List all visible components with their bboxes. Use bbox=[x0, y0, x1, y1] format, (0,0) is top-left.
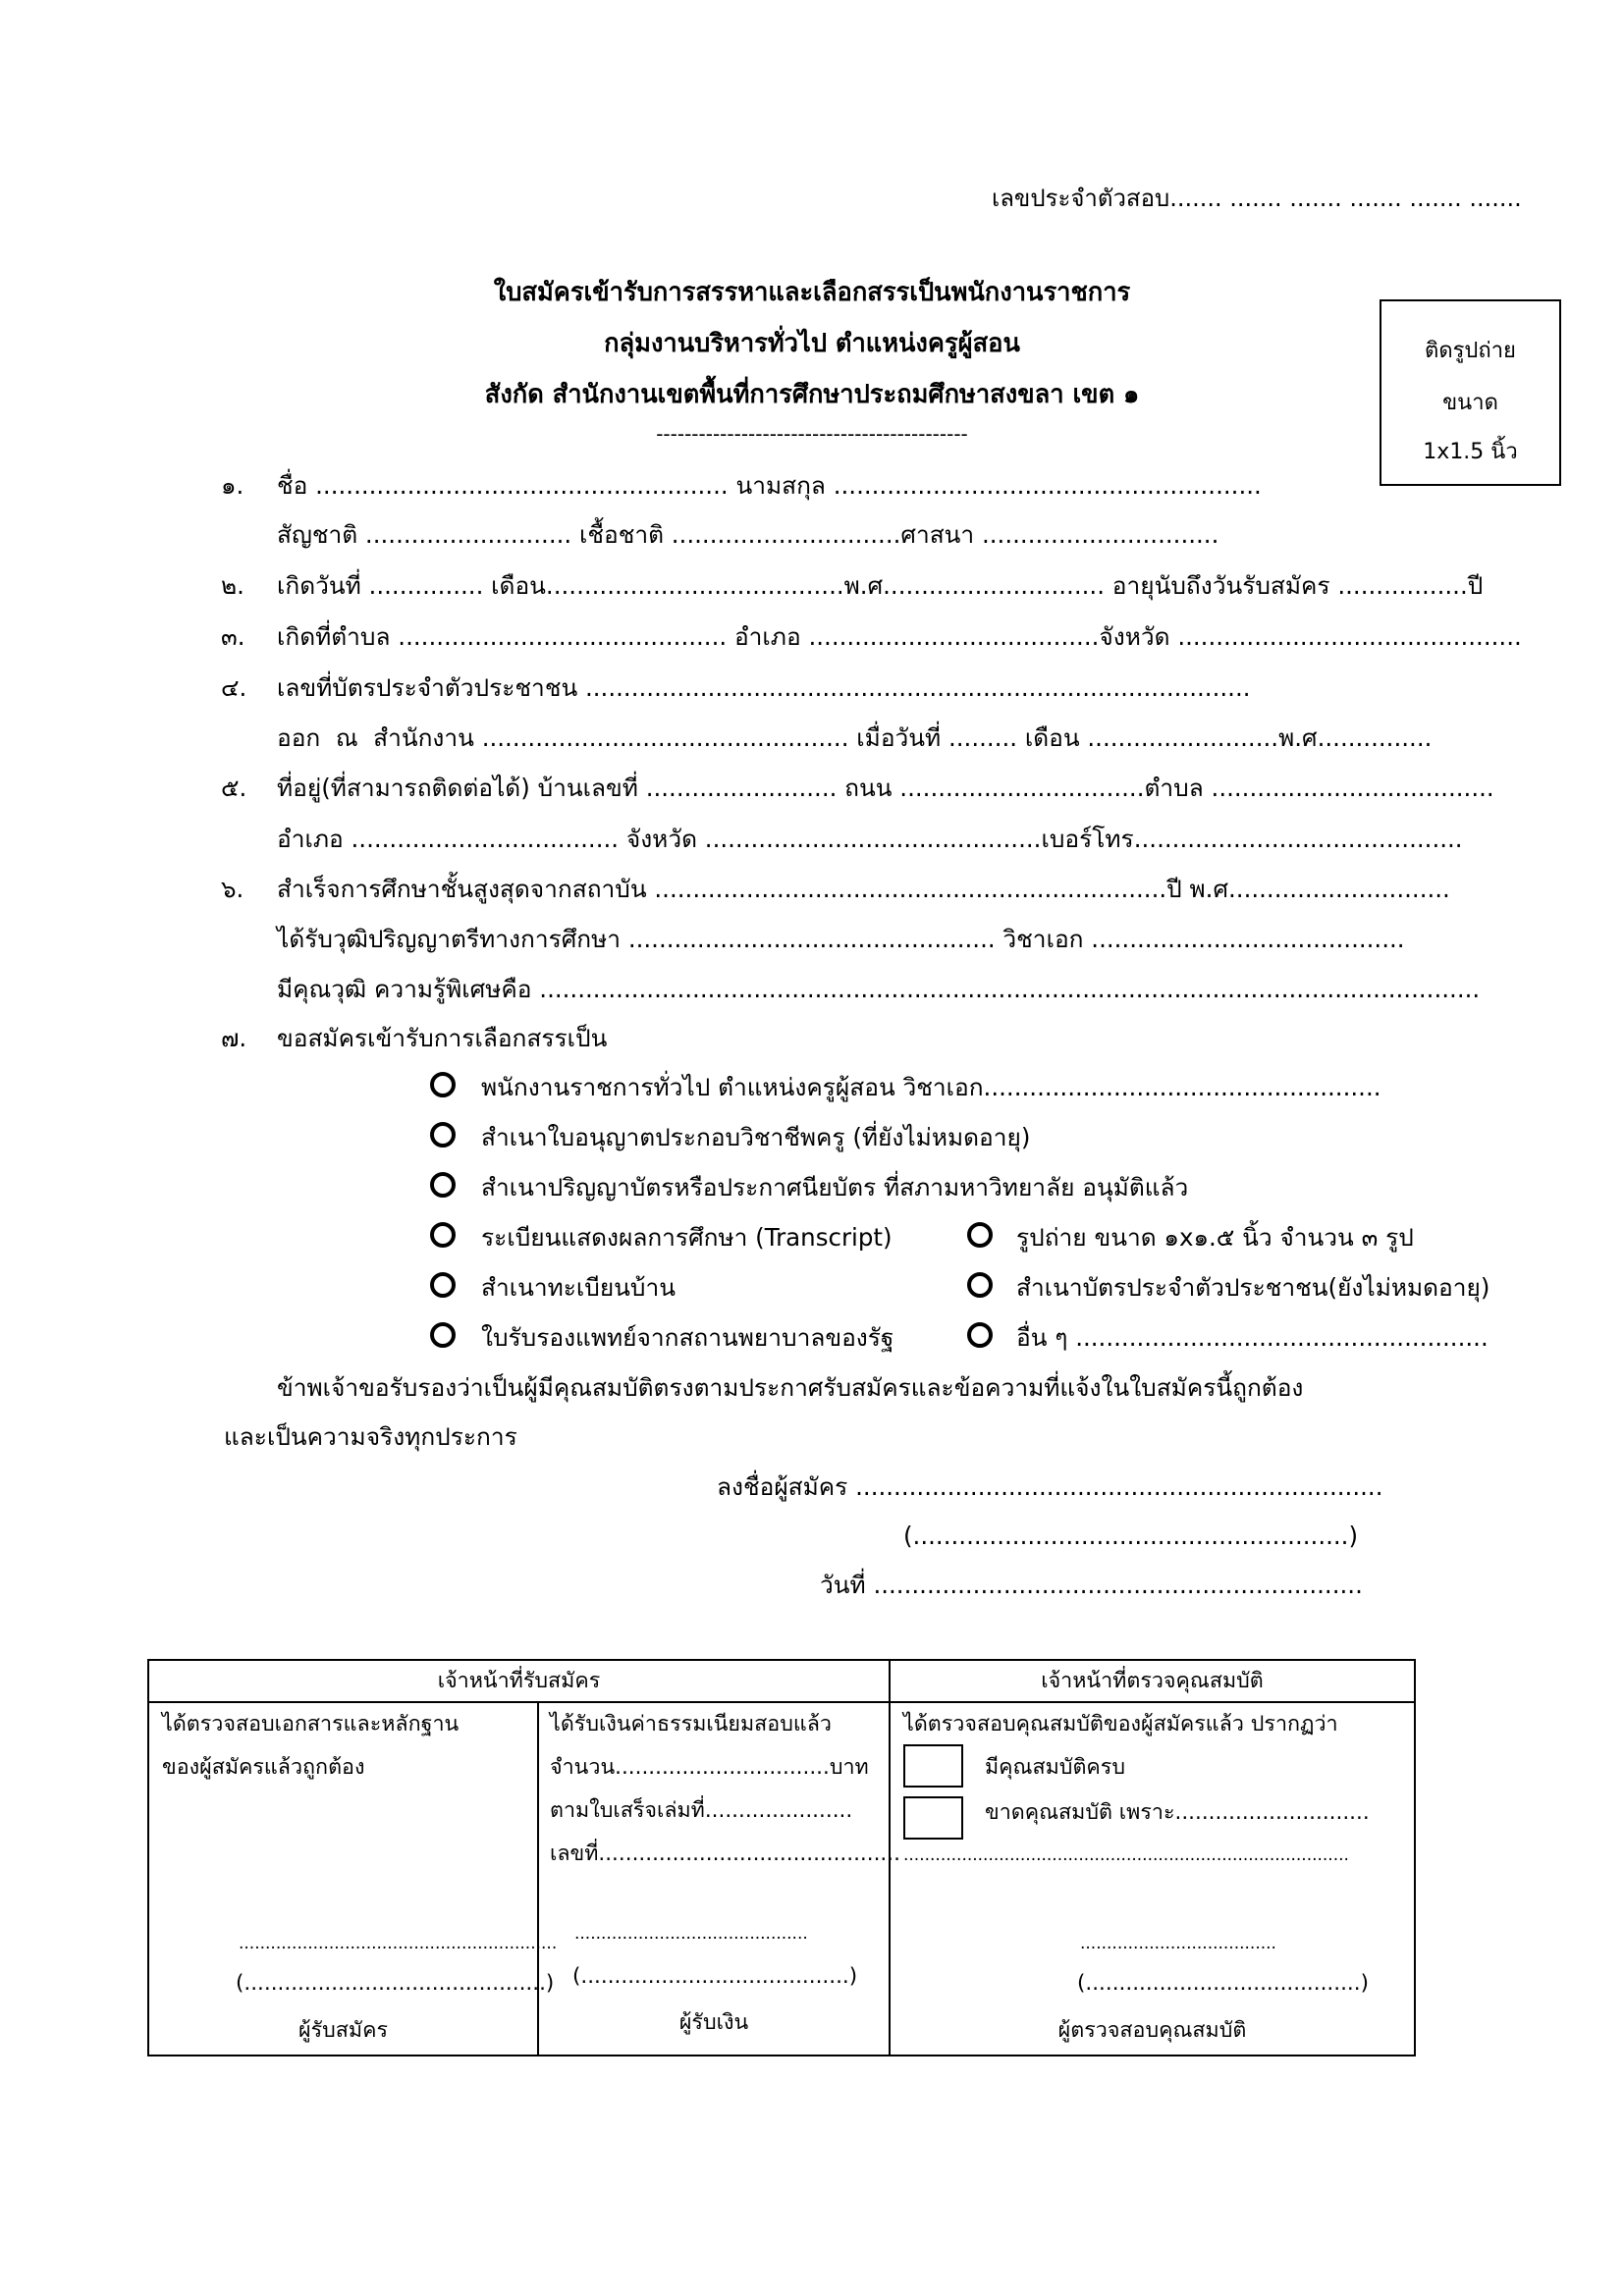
qualified-checkbox[interactable] bbox=[903, 1744, 963, 1788]
option-circle[interactable] bbox=[430, 1172, 456, 1198]
birthdate-field: เกิดวันที่ ............... เดือน.......................................พ.ศ............................. อายุนับถึงวันรับสมัคร .................ปี bbox=[277, 571, 1484, 600]
qualification-checked-text: ได้ตรวจสอบคุณสมบัติของผู้สมัครแล้ว ปรากฏว่า bbox=[903, 1712, 1338, 1736]
photo-size-value: 1x1.5 นิ้ว bbox=[1423, 440, 1518, 464]
not-qualified-checkbox[interactable] bbox=[903, 1796, 963, 1840]
fee-amount-field: จำนวน................................บาท bbox=[550, 1755, 869, 1780]
apply-position-label: ขอสมัครเข้ารับการเลือกสรรเป็น bbox=[277, 1024, 608, 1052]
reason-continuation-line: .................................................................................... bbox=[903, 1845, 1349, 1865]
option-circle[interactable] bbox=[430, 1322, 456, 1348]
option-circle[interactable] bbox=[967, 1322, 993, 1348]
form-affiliation: สังกัด สำนักงานเขตพื้นที่การศึกษาประถมศึกษาสงขลา เขต ๑ bbox=[484, 380, 1140, 409]
fee-received-text: ได้รับเงินค่าธรรมเนียมสอบแล้ว bbox=[550, 1712, 832, 1736]
receiving-officer-header: เจ้าหน้าที่รับสมัคร bbox=[437, 1669, 601, 1693]
form-title: ใบสมัครเข้ารับการสรรหาและเลือกสรรเป็นพนักงานราชการ bbox=[493, 278, 1131, 307]
declaration-text-cont: และเป็นความจริงทุกประการ bbox=[224, 1422, 517, 1451]
option-degree-copy: สำเนาปริญญาบัตรหรือประกาศนียบัตร ที่สภามหาวิทยาลัย อนุมัติแล้ว bbox=[481, 1173, 1189, 1201]
option-transcript: ระเบียนแสดงผลการศึกษา (Transcript) bbox=[481, 1223, 893, 1252]
receiver-role: ผู้รับสมัคร bbox=[298, 2018, 389, 2043]
cashier-signature-line: ............................................ bbox=[574, 1924, 808, 1944]
id-card-field: เลขที่บัตรประจำตัวประชาชน ....................................................................................... bbox=[277, 673, 1251, 702]
item-number-6: ๖. bbox=[221, 875, 244, 903]
option-id-card-copy: สำเนาบัตรประจำตัวประชาชน(ยังไม่หมดอายุ) bbox=[1016, 1273, 1490, 1302]
item-number-5: ๕. bbox=[221, 774, 247, 802]
checker-role: ผู้ตรวจสอบคุณสมบัติ bbox=[1057, 2018, 1247, 2043]
title-divider: -------------------------------------------- bbox=[656, 422, 968, 446]
receiver-signature-line: ............................................................ bbox=[239, 1934, 558, 1953]
form-subtitle: กลุ่มงานบริหารทั่วไป ตำแหน่งครูผู้สอน bbox=[604, 329, 1020, 358]
option-circle[interactable] bbox=[430, 1122, 456, 1148]
option-other: อื่น ๆ ...................................................... bbox=[1016, 1323, 1489, 1352]
name-field: ชื่อ ...................................................... นามสกุล ........................................................ bbox=[277, 471, 1262, 500]
not-qualified-reason: ขาดคุณสมบัติ เพราะ............................. bbox=[985, 1800, 1370, 1825]
photo-size-label: ขนาด bbox=[1442, 391, 1498, 415]
item-number-4: ๔. bbox=[221, 673, 247, 702]
checking-officer-header: เจ้าหน้าที่ตรวจคุณสมบัติ bbox=[1041, 1669, 1264, 1693]
photo-label: ติดรูปถ่าย bbox=[1425, 339, 1516, 363]
qualified-label: มีคุณสมบัติครบ bbox=[985, 1755, 1125, 1780]
photo-box bbox=[1380, 299, 1561, 486]
option-house-registration: สำเนาทะเบียนบ้าน bbox=[481, 1273, 676, 1302]
birthplace-field: เกิดที่ตำบล ........................................... อำเภอ ......................................จังหวัด ............................................. bbox=[277, 622, 1522, 651]
checker-signature-line: ..................................... bbox=[1080, 1934, 1276, 1953]
cashier-name-parenthesis: (........................................) bbox=[572, 1964, 858, 1989]
option-general-staff: พนักงานราชการทั่วไป ตำแหน่งครูผู้สอน วิชาเอก.................................................... bbox=[481, 1073, 1381, 1101]
option-circle[interactable] bbox=[430, 1272, 456, 1298]
receiver-name-parenthesis: (.............................................) bbox=[236, 1971, 555, 1996]
item-number-1: ๑. bbox=[221, 471, 244, 500]
cashier-role: ผู้รับเงิน bbox=[678, 2010, 749, 2035]
checker-name-parenthesis: (.........................................) bbox=[1077, 1971, 1369, 1996]
documents-verified-text: ได้ตรวจสอบเอกสารและหลักฐาน bbox=[162, 1712, 460, 1736]
exam-id-field: เลขประจำตัวสอบ....... ....... ....... ....... ....... ....... bbox=[992, 185, 1522, 212]
degree-field: ได้รับวุฒิปริญญาตรีทางการศึกษา ................................................ วิชาเอก ......................................... bbox=[277, 925, 1405, 953]
item-number-2: ๒. bbox=[221, 571, 244, 600]
district-phone-field: อำเภอ ................................... จังหวัด ............................................เบอร์โทร........................................... bbox=[277, 825, 1463, 853]
item-number-3: ๓. bbox=[221, 622, 245, 651]
address-field: ที่อยู่(ที่สามารถติดต่อได้) บ้านเลขที่ ......................... ถนน ................................ตำบล ..................................... bbox=[277, 774, 1494, 802]
documents-verified-text-cont: ของผู้สมัครแล้วถูกต้อง bbox=[162, 1755, 365, 1780]
option-circle[interactable] bbox=[430, 1222, 456, 1248]
item-number-7: ๗. bbox=[221, 1024, 247, 1052]
special-skill-field: มีคุณวุฒิ ความรู้พิเศษคือ ........................................................................................................................... bbox=[277, 975, 1481, 1003]
applicant-signature: ลงชื่อผู้สมัคร ..................................................................... bbox=[717, 1472, 1383, 1501]
education-field: สำเร็จการศึกษาชั้นสูงสุดจากสถาบัน ...................................................................ปี พ.ศ............................. bbox=[277, 875, 1450, 903]
applicant-name-parenthesis: (.........................................................) bbox=[903, 1522, 1359, 1550]
receipt-number-field: เลขที่............................................. bbox=[550, 1842, 900, 1866]
option-circle[interactable] bbox=[967, 1222, 993, 1248]
option-circle[interactable] bbox=[430, 1072, 456, 1097]
option-photo: รูปถ่าย ขนาด ๑x๑.๕ นิ้ว จำนวน ๓ รูป bbox=[1016, 1223, 1414, 1252]
sign-date: วันที่ ................................................................ bbox=[820, 1571, 1363, 1599]
declaration-text: ข้าพเจ้าขอรับรองว่าเป็นผู้มีคุณสมบัติตรงตามประกาศรับสมัครและข้อความที่แจ้งในใบสมัครนี้ถูกต้อง bbox=[277, 1373, 1304, 1402]
id-card-issue-field: ออก ณ สำนักงาน ................................................ เมื่อวันที่ ......... เดือน .........................พ.ศ............... bbox=[277, 723, 1433, 752]
receipt-book-field: ตามใบเสร็จเล่มที่...................... bbox=[550, 1798, 853, 1823]
option-circle[interactable] bbox=[967, 1272, 993, 1298]
nationality-field: สัญชาติ ........................... เชื้อชาติ ..............................ศาสนา ............................... bbox=[277, 520, 1219, 549]
option-medical-certificate: ใบรับรองแพทย์จากสถานพยาบาลของรัฐ bbox=[481, 1323, 894, 1352]
option-teaching-license: สำเนาใบอนุญาตประกอบวิชาชีพครู (ที่ยังไม่หมดอายุ) bbox=[481, 1123, 1031, 1151]
